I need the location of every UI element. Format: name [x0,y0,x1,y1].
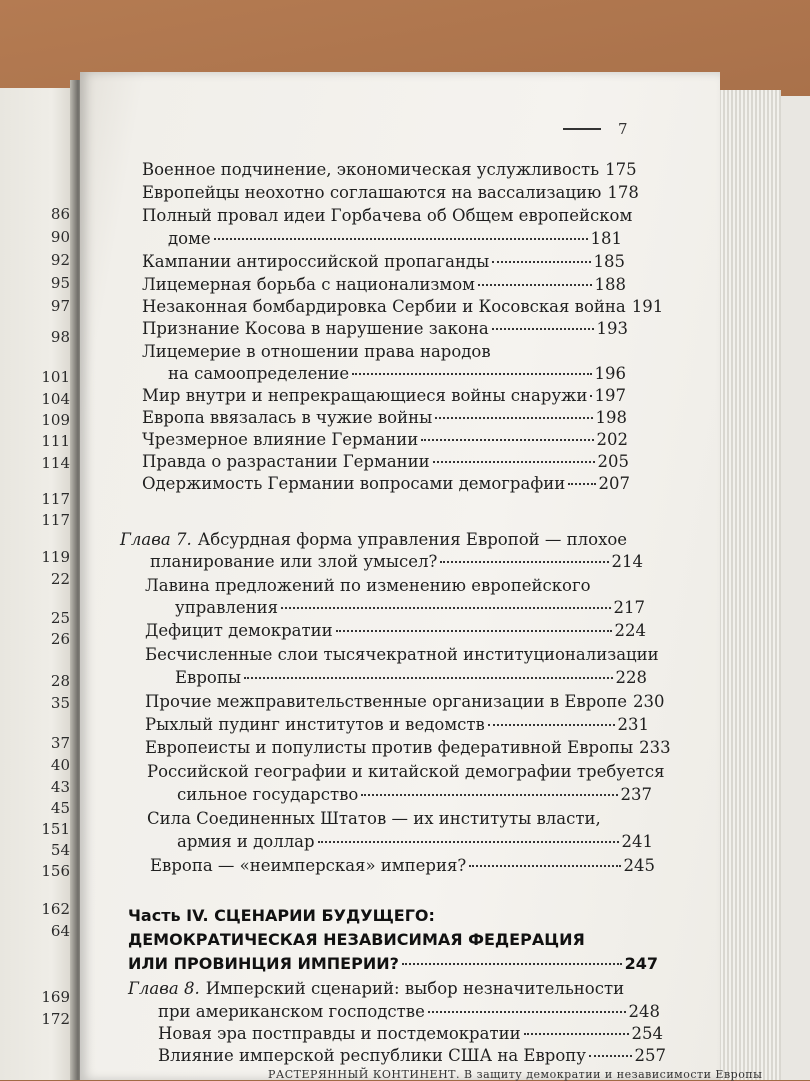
left-page-number: 25 [50,609,70,627]
toc-entry: Дефицит демократии 224 [145,621,646,640]
left-page-number: 37 [50,734,70,752]
left-page-number: 86 [50,205,70,223]
toc-entry: Незаконная бомбардировка Сербии и Косовская война 191 [142,297,664,316]
left-page [0,88,74,1080]
toc-entry: Рыхлый пудинг институтов и ведомств 231 [145,715,649,734]
left-page-number: 28 [50,672,70,690]
toc-entry: Военное подчинение, экономическая услужливость 175 [142,160,637,179]
toc-entry: Европейцы неохотно соглашаются на вассализацию 178 [142,183,639,202]
left-page-number: 104 [41,390,70,408]
part-heading: ДЕМОКРАТИЧЕСКАЯ НЕЗАВИСИМАЯ ФЕДЕРАЦИЯ [128,930,585,949]
left-page-number: 40 [50,756,70,774]
left-page-number: 22 [50,570,70,588]
left-page-number: 54 [50,841,70,859]
toc-entry: Лицемерная борьба с национализмом 188 [142,275,626,294]
chapter-heading: планирование или злой умысел? 214 [150,552,643,571]
toc-entry: Европеисты и популисты против федеративной Европы 233 [145,738,671,757]
left-page-number: 172 [41,1010,70,1028]
chapter-heading: Глава 7. Абсурдная форма управления Европой — плохое [120,530,628,549]
toc-entry: Прочие межправительственные организации в Европе 230 [145,692,665,711]
toc-entry: Правда о разрастании Германии 205 [142,452,629,471]
left-page-number: 64 [50,922,70,940]
toc-entry: Признание Косова в нарушение закона 193 [142,319,628,338]
left-page-number: 109 [41,411,70,429]
running-footer: РАСТЕРЯННЫЙ КОНТИНЕНТ. В защиту демократии и независимости Европы [268,1068,763,1081]
toc-entry: Полный провал идеи Горбачева об Общем европейском [142,206,633,225]
toc-entry: Мир внутри и непрекращающиеся войны снаружи 197 [142,386,626,405]
toc-entry: сильное государство 237 [177,785,652,804]
toc-entry: Европа — «неимперская» империя? 245 [150,856,655,875]
left-page-number: 95 [50,274,70,292]
part-heading: Часть IV. СЦЕНАРИИ БУДУЩЕГО: [128,906,435,925]
left-page-number: 97 [50,297,70,315]
left-page-number: 101 [41,368,70,386]
toc-entry: Европы 228 [175,668,647,687]
left-page-number: 156 [41,862,70,880]
part-heading: ИЛИ ПРОВИНЦИЯ ИМПЕРИИ? 247 [128,954,658,973]
chapter-heading: Глава 8. Имперский сценарий: выбор незначительности [128,979,625,998]
left-page-number: 45 [50,799,70,817]
toc-entry: Влияние имперской республики США на Европу 257 [158,1046,666,1065]
toc-entry: армия и доллар 241 [177,832,653,851]
left-page-number: 92 [50,251,70,269]
page-number: 7 [618,120,628,138]
toc-entry: Сила Соединенных Штатов — их институты власти, [147,809,601,828]
left-page-number: 98 [50,328,70,346]
left-page-number: 169 [41,988,70,1006]
left-page-number: 117 [41,490,70,508]
left-page-number: 111 [41,432,70,450]
toc-entry: Чрезмерное влияние Германии 202 [142,430,628,449]
left-page-number: 26 [50,630,70,648]
left-page-number: 114 [41,454,70,472]
toc-entry: Европа ввязалась в чужие войны 198 [142,408,627,427]
toc-entry: Лицемерие в отношении права народов [142,342,491,361]
toc-entry: доме 181 [168,229,622,248]
left-page-number: 119 [41,548,70,566]
toc-entry: Одержимость Германии вопросами демографии 207 [142,474,630,493]
left-page-number: 35 [50,694,70,712]
toc-entry: Кампании антироссийской пропаганды 185 [142,252,625,271]
toc-entry: на самоопределение 196 [168,364,626,383]
left-page-number: 151 [41,820,70,838]
page-number-rule [563,128,601,130]
toc-entry: Новая эра постправды и постдемократии 254 [158,1024,663,1043]
toc-entry: Бесчисленные слои тысячекратной институционализации [145,645,659,664]
toc-entry: управления 217 [175,598,645,617]
left-page-number: 117 [41,511,70,529]
chapter-heading: при американском господстве 248 [158,1002,660,1021]
left-page-number: 162 [41,900,70,918]
left-page-number: 43 [50,778,70,796]
left-page-number: 90 [50,228,70,246]
toc-entry: Лавина предложений по изменению европейского [145,576,591,595]
toc-entry: Российской географии и китайской демографии требуется [147,762,665,781]
